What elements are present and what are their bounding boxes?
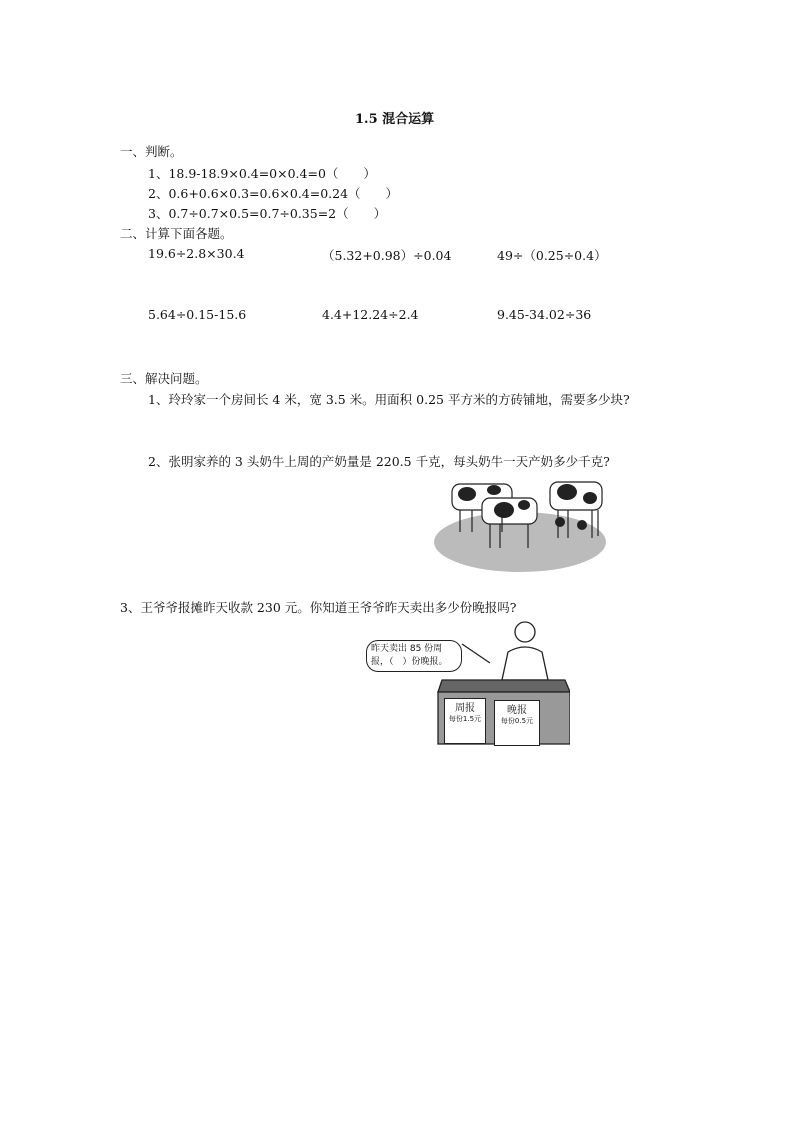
section2-heading: 二、计算下面各题。 xyxy=(120,226,233,241)
sign-weekly-price: 每份1.5元 xyxy=(448,715,482,723)
sign-weekly-title: 周报 xyxy=(455,703,475,714)
newsstand-illustration xyxy=(360,618,570,750)
sign-weekly xyxy=(444,698,486,744)
problem-3: 3、王爷爷报摊昨天收款 230 元。你知道王爷爷昨天卖出多少份晚报吗? xyxy=(120,600,517,615)
section1-heading: 一、判断。 xyxy=(120,144,183,159)
calc-3: 49÷（0.25÷0.4） xyxy=(497,248,607,263)
calc-2: （5.32+0.98）÷0.04 xyxy=(322,248,452,263)
section3-heading: 三、解决问题。 xyxy=(120,371,208,386)
page-title: 1.5 混合运算 xyxy=(355,112,435,127)
cows-illustration xyxy=(432,470,608,578)
calc-4: 5.64÷0.15-15.6 xyxy=(148,307,247,322)
sign-evening-price: 每份0.5元 xyxy=(500,717,534,725)
speech-bubble: 昨天卖出 85 份周报，（ ）份晚报。 xyxy=(366,640,462,672)
sign-evening xyxy=(494,700,540,746)
calc-5: 4.4+12.24÷2.4 xyxy=(322,307,419,322)
calc-6: 9.45-34.02÷36 xyxy=(497,307,592,322)
sign-evening-title: 晚报 xyxy=(507,705,527,716)
problem-2: 2、张明家养的 3 头奶牛上周的产奶量是 220.5 千克，每头奶牛一天产奶多少千克? xyxy=(148,454,610,469)
judge-item-1: 1、18.9-18.9×0.4=0×0.4=0（ ） xyxy=(148,166,376,181)
problem-1: 1、玲玲家一个房间长 4 米，宽 3.5 米。用面积 0.25 平方米的方砖铺地，需要多少块? xyxy=(148,392,630,407)
judge-item-3: 3、0.7÷0.7×0.5=0.7÷0.35=2（ ） xyxy=(148,206,387,221)
calc-1: 19.6÷2.8×30.4 xyxy=(148,246,245,261)
judge-item-2: 2、0.6+0.6×0.3=0.6×0.4=0.24（ ） xyxy=(148,186,399,201)
